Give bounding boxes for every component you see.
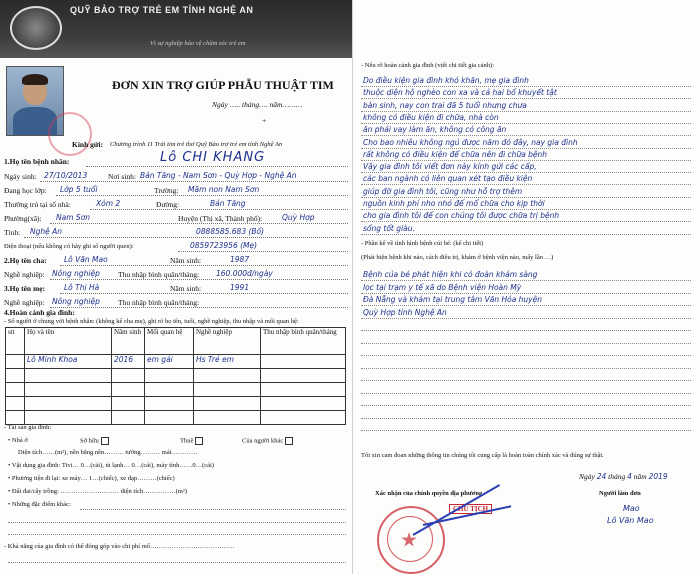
medical-line: Quỳ Hợp tỉnh Nghệ An [363,307,447,317]
reason-line: rất không có điều kiện để chữa nên đi chữa bệnh [363,149,548,159]
form-date-line: Ngày ….. tháng…. năm……… [212,100,303,109]
relative-checkbox[interactable] [285,437,293,445]
medical-note: (Phát hiện bệnh khi nào, cách điều trị, khám ở bệnh viện nào, mấy lần …) [361,254,554,261]
applicant-name: Lô Văn Mao [607,516,654,525]
org-logo-icon [10,6,62,50]
other-line: • Những đặc điểm khác: [8,501,71,508]
member-relation: em gái [145,355,194,369]
father-name: Lô Văn Mao [64,255,108,264]
header-banner [0,0,352,58]
reason-title: - Nêu rõ hoàn cảnh gia đình (viết chi tiết gia cảnh): [361,62,495,69]
area-line: Diện tích……(m²), nền bằng nền……… tường……… mái………… [18,449,198,456]
official-stamp [377,506,445,574]
reason-line: giúp đỡ gia đình tôi, cũng như hỗ trợ thêm [363,186,523,196]
sign-year: 2019 [648,472,668,481]
residence-label: Thường trú tại số nhà: [4,200,71,209]
own-checkbox[interactable] [101,437,109,445]
section-2-label: 2.Họ tên cha: [4,256,47,265]
medical-line: Đà Nẵng và khám tại trung tâm Văn Hóa huyện [363,295,542,304]
table-header: Thu nhập bình quân/tháng [261,328,346,355]
father-job-label: Nghề nghiệp: [4,270,45,279]
table-header: Họ và tên [25,328,112,355]
ward-value: Nam Sơn [56,213,90,222]
org-name: QUỸ BẢO TRỢ TRẺ EM TỈNH NGHỆ AN [70,5,254,15]
applicant-signature: Mao [623,504,640,513]
form-title: ĐƠN XIN TRỢ GIÚP PHẪU THUẬT TIM [112,78,334,92]
commitment-text: Tôi xin cam đoan những thông tin chúng tôi cung cấp là hoàn toàn chính xác và đúng sự thật. [361,452,604,459]
phone-1-value: 0888585.683 (Bố) [196,227,265,236]
mother-job-label: Nghề nghiệp: [4,298,45,307]
reason-line: các ban ngành có liên quan xét tạo điều kiện [363,174,533,184]
school-value: Mầm non Nam Sơn [188,185,260,194]
table-row [6,397,346,411]
reason-line: Vậy gia đình tôi viết đơn này kính gửi các cấp, [363,162,537,172]
section-4-note: - Số người ở chung với bệnh nhân: (không kể cha mẹ), ghi rõ họ tên, tuổi, nghề nghiệp, thu nhập và mối quan hệ: [4,318,299,325]
father-income: 160.000đ/ngày [216,269,273,278]
reason-line: Cho bao nhiêu không ngủ được năm đó đây, nay gia đình [363,137,578,147]
assets-title: - Tài sản gia đình: [4,424,52,431]
reason-line: cho gia đình tôi để con chúng tôi được chữa trị bệnh [363,211,560,221]
house-label: • Nhà ở [8,437,28,444]
table-header: Mối quan hệ [145,328,194,355]
mother-job: Nông nghiệp [52,297,100,306]
table-header: stt [6,328,25,355]
table-row [6,355,346,369]
addressee-label: Kính gửi: [72,140,103,149]
phone-label: Điện thoại (nếu không có hãy ghi số người quen): [4,243,134,250]
house-no-value: Xóm 2 [96,199,121,208]
province-value: Nghệ An [30,227,63,236]
family-table [5,327,346,425]
member-year: 2016 [112,355,145,369]
reason-line: Do điều kiện gia đình khó khăn, mẹ gia đình [363,76,529,85]
district-value: Quỳ Hợp [282,213,315,222]
dob-value: 27/10/2013 [44,171,88,180]
father-year-label: Năm sinh: [170,256,202,265]
table-header: Năm sinh [112,328,145,355]
table-header: Nghề nghiệp [194,328,261,355]
ward-label: Phường(xã): [4,214,42,223]
rent-label: Thuê [180,437,194,445]
birth-place-value: Bản Tăng - Nam Sơn - Quỳ Hợp - Nghệ An [140,171,297,180]
home-items-line: • Vật dụng gia đình: Tivi… 0…(cái), tủ lạnh… 0…(cái), máy tính……0…(cái) [8,462,214,469]
sign-month: 4 [627,472,632,481]
own-label: Sở hữu [80,437,99,445]
section-3-label: 3.Họ tên mẹ: [4,284,46,293]
district-label: Huyện (Thị xã, Thành phố): [178,214,263,223]
province-label: Tỉnh: [4,228,21,237]
mother-name: Lô Thị Hà [64,283,100,292]
table-row [6,411,346,425]
grade-value: Lớp 5 tuổi [60,185,98,194]
reason-line: bàn sinh, nay con trai đã 5 tuổi nhưng chưa [363,100,527,110]
street-value: Bản Tăng [210,199,246,208]
vehicles-line: • Phương tiện đi lại: xe máy… 1…(chiếc), xe đạp………(chiếc) [8,475,175,482]
father-income-label: Thu nhập bình quân/tháng: [118,270,200,279]
reason-line: nguồn kinh phí nho nhỏ để mổ chữa cho kịp thời [363,199,545,208]
reason-line: không có điều kiện đi chữa, nhà còn [363,112,499,122]
member-name: Lô Minh Khoa [25,355,112,369]
mother-income-label: Thu nhập bình quân/tháng: [118,298,200,307]
relative-label: Của người khác [242,437,284,445]
section-4-label: 4.Hoàn cảnh gia đình: [4,308,75,317]
ability-line: - Khả năng của gia đình có thể đóng góp vào chi phí mổ………………………………… [4,543,235,550]
table-row [6,369,346,383]
member-job: Hs Trẻ em [194,355,261,369]
birth-place-label: Nơi sinh: [108,172,136,181]
school-label: Trường: [154,186,179,195]
reason-line: sống tốt giàu. [363,223,415,233]
sign-day: 24 [596,472,607,481]
street-label: Đường: [156,200,180,209]
addressee: Chương trình 11 Trái tim trẻ thơ Quỹ Bảo trợ trẻ em tỉnh Nghệ An [110,141,283,148]
land-line: • Đất đai/cây trồng: ……………………… diện tích……………(m²) [8,488,187,495]
medical-title: - Phần kể về tình hình bệnh cúi bé: (kể chi tiết) [361,240,484,247]
org-slogan: Vì sự nghiệp bảo vệ chăm sóc trẻ em [150,40,246,47]
grade-label: Đang học lớp: [4,186,47,195]
medical-line: Bệnh của bé phát hiện khi có đoàn khám sàng [363,270,538,279]
applicant-label: Người làm đơn [599,490,641,497]
section-1-label: 1.Họ tên bệnh nhân: [4,157,70,166]
reason-line: thuộc diện hộ nghèo con xa và cả hai bố khuyết tật [363,88,557,98]
reason-line: ăn phải vay làm ăn, không có công ăn [363,125,507,135]
dob-label: Ngày sinh: [4,172,37,181]
right-page [352,0,700,574]
rent-checkbox[interactable] [195,437,203,445]
father-job: Nông nghiệp [52,269,100,278]
table-row [6,383,346,397]
confirm-label: Xác nhận của chính quyền địa phương [375,490,483,497]
phone-2-value: 0859723956 (Mẹ) [190,241,258,250]
medical-line: lọc tại trạm y tế xã do Bệnh viện Hoàn Mỹ [363,282,522,292]
mother-year-label: Năm sinh: [170,284,202,293]
form-plus: + [262,116,267,125]
sign-date: Ngày 24 tháng 4 năm 2019 [579,472,668,481]
stamp-title: CHỦ TỊCH [449,504,492,514]
mother-year: 1991 [230,283,250,292]
patient-name: Lô CHI KHANG [160,150,266,165]
photo-stamp [48,112,92,156]
father-year: 1987 [230,255,250,264]
